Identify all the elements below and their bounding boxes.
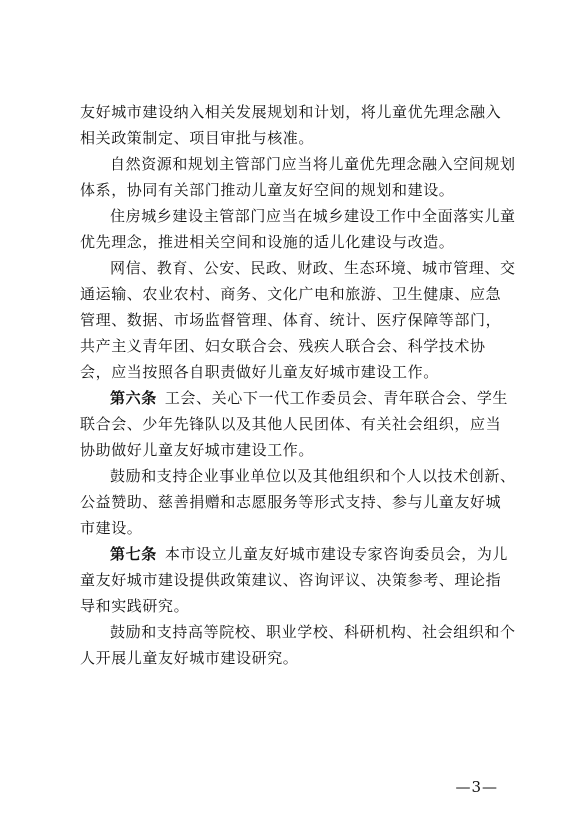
document-body bbox=[80, 99, 516, 671]
article-6 bbox=[80, 385, 516, 463]
article-7 bbox=[80, 541, 516, 619]
paragraph: 网信、教育、公安、民政、财政、生态环境、城市管理、交通运输、农业农村、商务、文化广电和旅游、卫生健康、应急管理、数据、市场监督管理、体育、统计、医疗保障等部门，共产主义青年团、妇女联合会、残疾人联合会、科学技术协会，应当按照各自职责做好儿童友好城市建设工作。 bbox=[80, 259, 516, 381]
article-6-text: 工会、关心下一代工作委员会、青年联合会、学生联合会、少年先锋队以及其他人民团体、有关社会组织，应当协助做好儿童友好城市建设工作。 bbox=[80, 389, 509, 459]
paragraph: 住房城乡建设主管部门应当在城乡建设工作中全面落实儿童优先理念，推进相关空间和设施的适儿化建设与改造。 bbox=[80, 207, 516, 251]
article-7-text: 本市设立儿童友好城市建设专家咨询委员会，为儿童友好城市建设提供政策建议、咨询评议、决策参考、理论指导和实践研究。 bbox=[80, 545, 509, 615]
article-7-number: 第七条 bbox=[110, 545, 157, 563]
paragraph: 鼓励和支持高等院校、职业学校、科研机构、社会组织和个人开展儿童友好城市建设研究。 bbox=[80, 623, 516, 667]
article-6-number: 第六条 bbox=[110, 389, 157, 407]
paragraph: 自然资源和规划主管部门应当将儿童优先理念融入空间规划体系，协同有关部门推动儿童友好空间的规划和建设。 bbox=[80, 155, 516, 199]
paragraph: 鼓励和支持企业事业单位以及其他组织和个人以技术创新、公益赞助、慈善捐赠和志愿服务等形式支持、参与儿童友好城市建设。 bbox=[80, 467, 516, 537]
paragraph: 友好城市建设纳入相关发展规划和计划，将儿童优先理念融入相关政策制定、项目审批与核准。 bbox=[80, 103, 502, 147]
page-number: —3— bbox=[455, 778, 498, 796]
